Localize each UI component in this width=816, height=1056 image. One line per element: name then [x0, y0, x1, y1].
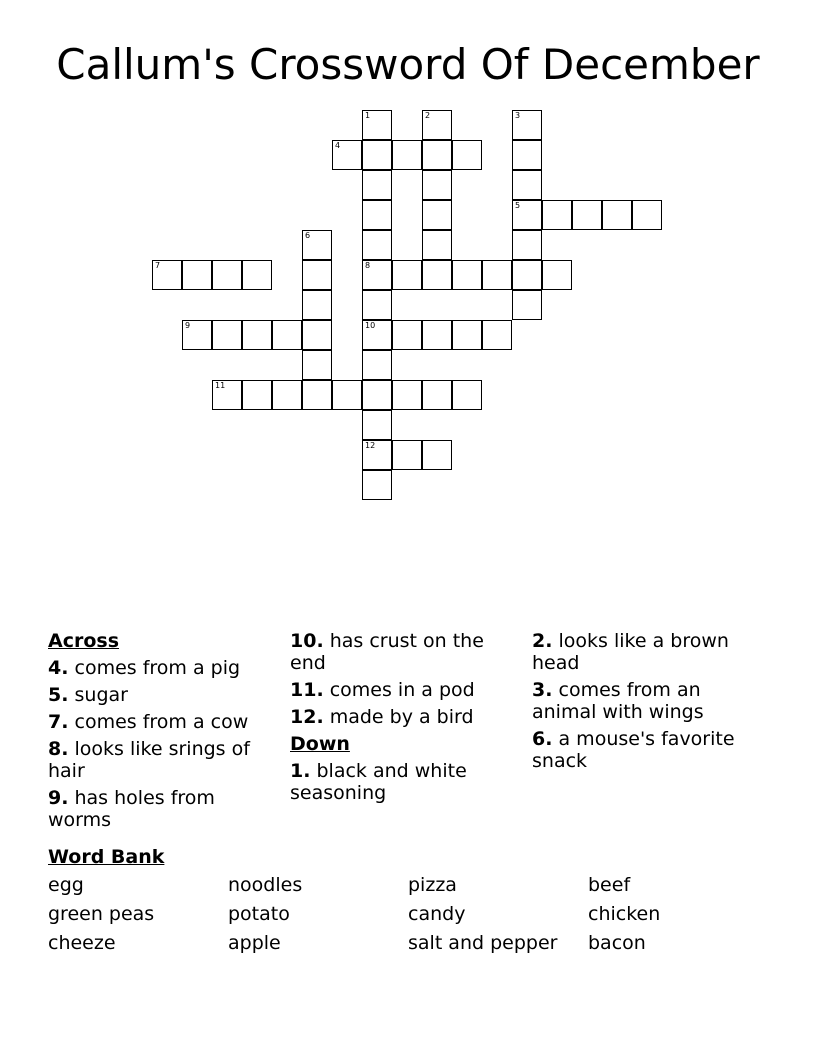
cell-number: 9 — [185, 321, 191, 330]
clue-across-11 — [290, 679, 515, 701]
page-title: Callum's Crossword Of December — [56, 40, 760, 89]
grid-cell[interactable] — [242, 320, 272, 350]
clue-across-7 — [48, 711, 273, 733]
word-bank-item: noodles — [228, 874, 303, 896]
word-bank-item: beef — [588, 874, 631, 896]
grid-cell[interactable] — [452, 140, 482, 170]
clues-column-1 — [48, 630, 273, 836]
clue-down-6 — [532, 728, 762, 772]
cell-number: 7 — [155, 261, 161, 270]
clue-text: a mouse's favorite snack — [532, 728, 735, 772]
cell-number: 1 — [365, 111, 371, 120]
clue-number: 11. — [290, 679, 324, 701]
grid-cell[interactable] — [152, 260, 182, 290]
grid-cell[interactable] — [272, 380, 302, 410]
clue-number: 7. — [48, 711, 69, 733]
grid-cell[interactable] — [482, 260, 512, 290]
clue-text: has crust on the end — [290, 630, 484, 674]
cell-number: 3 — [515, 111, 521, 120]
clue-number: 3. — [532, 679, 553, 701]
clue-across-5 — [48, 684, 273, 706]
clues-column-2 — [290, 630, 515, 809]
grid-cell[interactable] — [362, 350, 392, 380]
clue-number: 6. — [532, 728, 553, 750]
clue-text: black and white seasoning — [290, 760, 467, 804]
clue-text: has holes from worms — [48, 787, 215, 831]
grid-cell[interactable] — [512, 140, 542, 170]
grid-cell[interactable] — [422, 440, 452, 470]
grid-cell[interactable] — [572, 200, 602, 230]
word-bank-item: egg — [48, 874, 84, 896]
grid-cell[interactable] — [422, 230, 452, 260]
cell-number: 6 — [305, 231, 311, 240]
grid-cell[interactable] — [212, 260, 242, 290]
down-heading: Down — [290, 733, 350, 755]
grid-cell[interactable] — [512, 230, 542, 260]
clue-text: looks like srings of hair — [48, 738, 250, 782]
cell-number: 10 — [365, 321, 376, 330]
grid-cell[interactable] — [392, 440, 422, 470]
clue-number: 8. — [48, 738, 69, 760]
grid-cell[interactable] — [212, 380, 242, 410]
word-bank-item: pizza — [408, 874, 457, 896]
grid-cell[interactable] — [302, 260, 332, 290]
clue-number: 1. — [290, 760, 311, 782]
grid-cell[interactable] — [422, 380, 452, 410]
grid-cell[interactable] — [422, 110, 452, 140]
word-bank-item: chicken — [588, 903, 661, 925]
grid-cell[interactable] — [512, 200, 542, 230]
grid-cell[interactable] — [452, 320, 482, 350]
grid-cell[interactable] — [422, 260, 452, 290]
grid-cell[interactable] — [512, 260, 542, 290]
cell-number: 2 — [425, 111, 431, 120]
grid-cell[interactable] — [362, 290, 392, 320]
clue-number: 9. — [48, 787, 69, 809]
word-bank-item: potato — [228, 903, 290, 925]
across-heading: Across — [48, 630, 120, 652]
grid-cell[interactable] — [392, 140, 422, 170]
clues-column-3 — [532, 630, 762, 777]
clue-text: sugar — [74, 684, 128, 706]
grid-cell[interactable] — [362, 110, 392, 140]
grid-cell[interactable] — [182, 320, 212, 350]
grid-cell[interactable] — [602, 200, 632, 230]
grid-cell[interactable] — [392, 260, 422, 290]
grid-cell[interactable] — [362, 170, 392, 200]
word-bank-item: salt and pepper — [408, 932, 558, 954]
clue-text: comes from a cow — [74, 711, 249, 733]
grid-cell[interactable] — [332, 380, 362, 410]
word-bank-item: candy — [408, 903, 466, 925]
cell-number: 12 — [365, 441, 376, 450]
grid-cell[interactable] — [512, 110, 542, 140]
grid-cell[interactable] — [362, 410, 392, 440]
clue-number: 10. — [290, 630, 324, 652]
grid-cell[interactable] — [452, 380, 482, 410]
grid-cell[interactable] — [362, 470, 392, 500]
grid-cell[interactable] — [362, 140, 392, 170]
clue-text: made by a bird — [329, 706, 474, 728]
grid-cell[interactable] — [212, 320, 242, 350]
grid-cell[interactable] — [302, 350, 332, 380]
grid-cell[interactable] — [362, 200, 392, 230]
clue-across-8 — [48, 738, 273, 782]
clue-number: 12. — [290, 706, 324, 728]
grid-cell[interactable] — [362, 440, 392, 470]
word-bank-item: bacon — [588, 932, 646, 954]
clue-text: comes from an animal with wings — [532, 679, 704, 723]
grid-cell[interactable] — [452, 260, 482, 290]
grid-cell[interactable] — [362, 380, 392, 410]
grid-cell[interactable] — [242, 260, 272, 290]
grid-cell[interactable] — [632, 200, 662, 230]
grid-cell[interactable] — [422, 200, 452, 230]
word-bank-item: cheeze — [48, 932, 116, 954]
clue-number: 4. — [48, 657, 69, 679]
cell-number: 8 — [365, 261, 371, 270]
clue-across-4 — [48, 657, 273, 679]
clue-number: 2. — [532, 630, 553, 652]
grid-cell[interactable] — [272, 320, 302, 350]
grid-cell[interactable] — [512, 170, 542, 200]
grid-cell[interactable] — [392, 380, 422, 410]
clue-across-10 — [290, 630, 515, 674]
grid-cell[interactable] — [422, 170, 452, 200]
grid-cell[interactable] — [332, 140, 362, 170]
clue-down-1 — [290, 760, 515, 804]
grid-cell[interactable] — [302, 380, 332, 410]
grid-cell[interactable] — [482, 320, 512, 350]
cell-number: 11 — [215, 381, 226, 390]
grid-cell[interactable] — [512, 290, 542, 320]
grid-cell[interactable] — [422, 140, 452, 170]
grid-cell[interactable] — [302, 320, 332, 350]
grid-cell[interactable] — [182, 260, 212, 290]
word-bank-item: apple — [228, 932, 281, 954]
word-bank-item: green peas — [48, 903, 155, 925]
grid-cell[interactable] — [392, 320, 422, 350]
word-bank-heading: Word Bank — [48, 846, 165, 868]
clue-text: comes in a pod — [329, 679, 475, 701]
cell-number: 4 — [335, 141, 341, 150]
clue-down-3 — [532, 679, 762, 723]
grid-cell[interactable] — [362, 320, 392, 350]
grid-cell[interactable] — [542, 200, 572, 230]
clue-across-9 — [48, 787, 273, 831]
grid-cell[interactable] — [242, 380, 272, 410]
grid-cell[interactable] — [422, 320, 452, 350]
grid-cell[interactable] — [302, 230, 332, 260]
clue-across-12 — [290, 706, 515, 728]
grid-cell[interactable] — [362, 260, 392, 290]
grid-cell[interactable] — [302, 290, 332, 320]
clue-number: 5. — [48, 684, 69, 706]
cell-number: 5 — [515, 201, 521, 210]
clue-down-2 — [532, 630, 762, 674]
clue-text: looks like a brown head — [532, 630, 729, 674]
grid-cell[interactable] — [542, 260, 572, 290]
clue-text: comes from a pig — [74, 657, 241, 679]
grid-cell[interactable] — [362, 230, 392, 260]
